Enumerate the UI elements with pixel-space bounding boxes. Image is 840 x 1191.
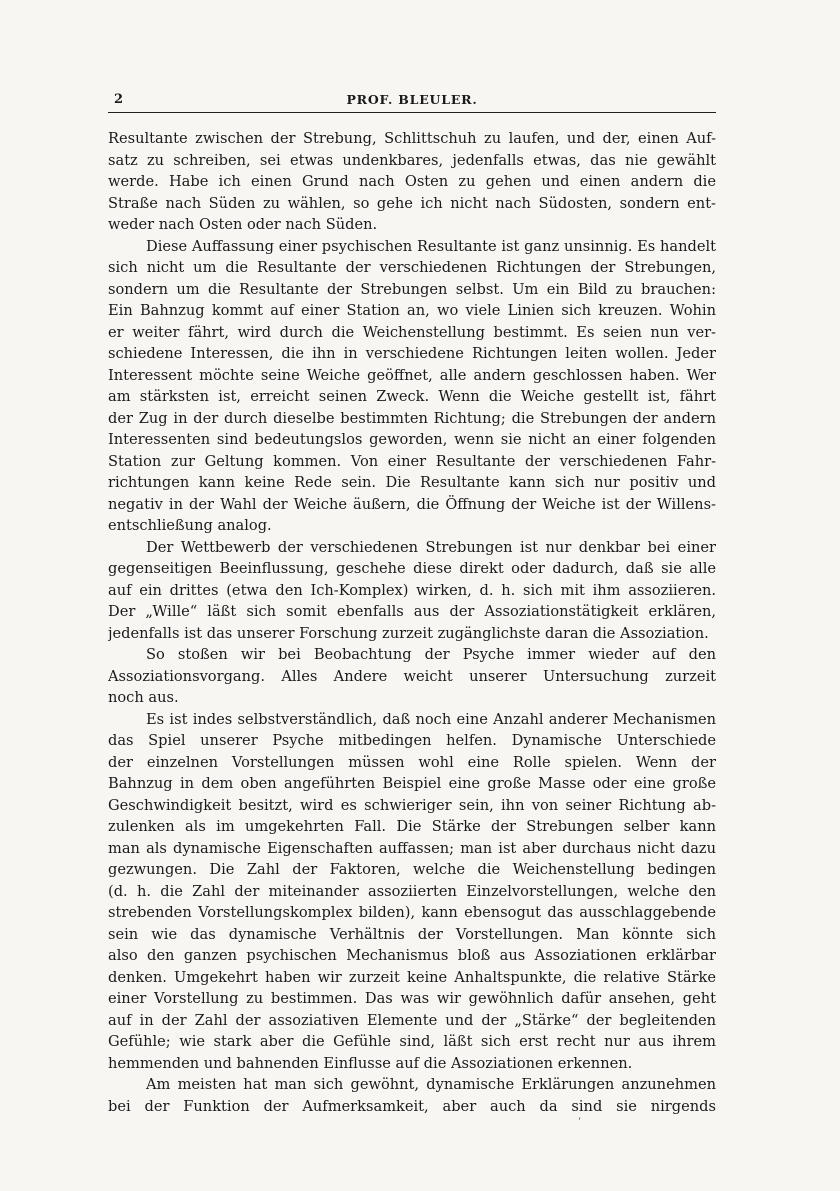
text-line: weder nach Osten oder nach Süden.: [108, 216, 378, 233]
text-line: er weiter fährt, wird durch die Weichenstellung bestimmt. Es seien nun ver-: [108, 323, 716, 341]
running-title: PROF. BLEULER.: [346, 92, 478, 107]
text-line: entschließung analog.: [108, 517, 272, 534]
text-line: sein wie das dynamische Verhältnis der Vorstellungen. Man könnte sich: [108, 925, 716, 943]
page-header: [108, 92, 716, 113]
text-line: das Spiel unserer Psyche mitbedingen helfen. Dynamische Unterschiede: [108, 732, 716, 749]
text-line: sondern um die Resultante der Strebungen selbst. Um ein Bild zu brauchen:: [108, 280, 716, 298]
text-line: So stoßen wir bei Beobachtung der Psyche immer wieder auf den: [146, 646, 716, 663]
text-line: einer Vorstellung zu bestimmen. Das was wir gewöhnlich dafür ansehen, geht: [108, 990, 716, 1007]
text-line: Am meisten hat man sich gewöhnt, dynamische Erklärungen anzunehmen: [146, 1076, 716, 1093]
text-line: Ein Bahnzug kommt auf einer Station an, wo viele Linien sich kreuzen. Wohin: [108, 302, 716, 319]
footer-mark: ‘: [578, 1117, 581, 1127]
text-line: bei der Funktion der Aufmerksamkeit, aber auch da sind sie nirgends: [108, 1097, 716, 1115]
text-line: der einzelnen Vorstellungen müssen wohl eine Rolle spielen. Wenn der: [108, 753, 716, 771]
text-line: negativ in der Wahl der Weiche äußern, die Öffnung der Weiche ist der Willens-: [108, 495, 716, 513]
text-line: Bahnzug in dem oben angeführten Beispiel eine große Masse oder eine große: [108, 775, 716, 792]
text-line: Der Wettbewerb der verschiedenen Strebungen ist nur denkbar bei einer: [146, 538, 716, 556]
text-line: Station zur Geltung kommen. Von einer Resultante der verschiedenen Fahr-: [108, 452, 716, 470]
text-line: richtungen kann keine Rede sein. Die Resultante kann sich nur positiv und: [108, 474, 716, 491]
text-line: Interessent möchte seine Weiche geöffnet, alle andern geschlossen haben. Wer: [108, 366, 716, 384]
text-line: auf in der Zahl der assoziativen Elemente und der „Stärke“ der begleitenden: [108, 1011, 716, 1029]
text-line: Gefühle; wie stark aber die Gefühle sind, läßt sich erst recht nur aus ihrem: [108, 1033, 716, 1050]
text-line: sich nicht um die Resultante der verschiedenen Richtungen der Strebungen,: [108, 259, 716, 276]
text-line: also den ganzen psychischen Mechanismus bloß aus Assoziationen erklärbar: [108, 947, 716, 964]
body-text: [108, 128, 716, 1117]
text-line: gezwungen. Die Zahl der Faktoren, welche die Weichenstellung bedingen: [108, 861, 716, 878]
text-line: gegenseitigen Beeinflussung, geschehe diese direkt oder dadurch, daß sie alle: [108, 560, 716, 577]
text-line: man als dynamische Eigenschaften auffassen; man ist aber durchaus nicht dazu: [108, 839, 716, 857]
text-line: zulenken als im umgekehrten Fall. Die Stärke der Strebungen selber kann: [108, 818, 716, 835]
text-line: Interessenten sind bedeutungslos geworden, wenn sie nicht an einer folgenden: [108, 431, 716, 448]
text-line: denken. Umgekehrt haben wir zurzeit keine Anhaltspunkte, die relative Stärke: [108, 968, 716, 986]
text-line: hemmenden und bahnenden Einflusse auf die Assoziationen erkennen.: [108, 1054, 633, 1072]
text-line: Diese Auffassung einer psychischen Resultante ist ganz unsinnig. Es handelt: [146, 237, 716, 255]
text-line: der Zug in der durch dieselbe bestimmten Richtung; die Strebungen der andern: [108, 409, 716, 427]
text-line: auf ein drittes (etwa den Ich-Komplex) wirken, d. h. sich mit ihm assoziieren.: [108, 581, 716, 599]
text-line: jedenfalls ist das unserer Forschung zurzeit zugänglichste daran die Assoziation.: [108, 624, 709, 642]
text-line: am stärksten ist, erreicht seinen Zweck. Wenn die Weiche gestellt ist, fährt: [108, 388, 716, 405]
text-line: (d. h. die Zahl der miteinander assoziierten Einzelvorstellungen, welche den: [108, 882, 716, 900]
page-number: 2: [114, 92, 124, 107]
text-line: Der „Wille“ läßt sich somit ebenfalls aus der Assoziationstätigkeit erklären,: [108, 603, 716, 620]
text-line: schiedene Interessen, die ihn in verschiedene Richtungen leiten wollen. Jeder: [108, 345, 716, 362]
text-line: noch aus.: [108, 689, 179, 706]
text-line: Assoziationsvorgang. Alles Andere weicht unserer Untersuchung zurzeit: [108, 667, 716, 685]
text-line: Geschwindigkeit besitzt, wird es schwieriger sein, ihn von seiner Richtung ab-: [108, 796, 716, 814]
text-line: Es ist indes selbstverständlich, daß noch eine Anzahl anderer Mechanismen: [146, 710, 716, 728]
text-line: strebenden Vorstellungskomplex bilden), kann ebensogut das ausschlaggebende: [108, 904, 716, 921]
text-line: werde. Habe ich einen Grund nach Osten zu gehen und einen andern die: [108, 173, 716, 190]
text-line: Resultante zwischen der Strebung, Schlittschuh zu laufen, und der, einen Auf-: [108, 130, 716, 147]
text-line: Straße nach Süden zu wählen, so gehe ich nicht nach Südosten, sondern ent-: [108, 194, 716, 212]
text-line: satz zu schreiben, sei etwas undenkbares, jedenfalls etwas, das nie gewählt: [108, 151, 716, 169]
